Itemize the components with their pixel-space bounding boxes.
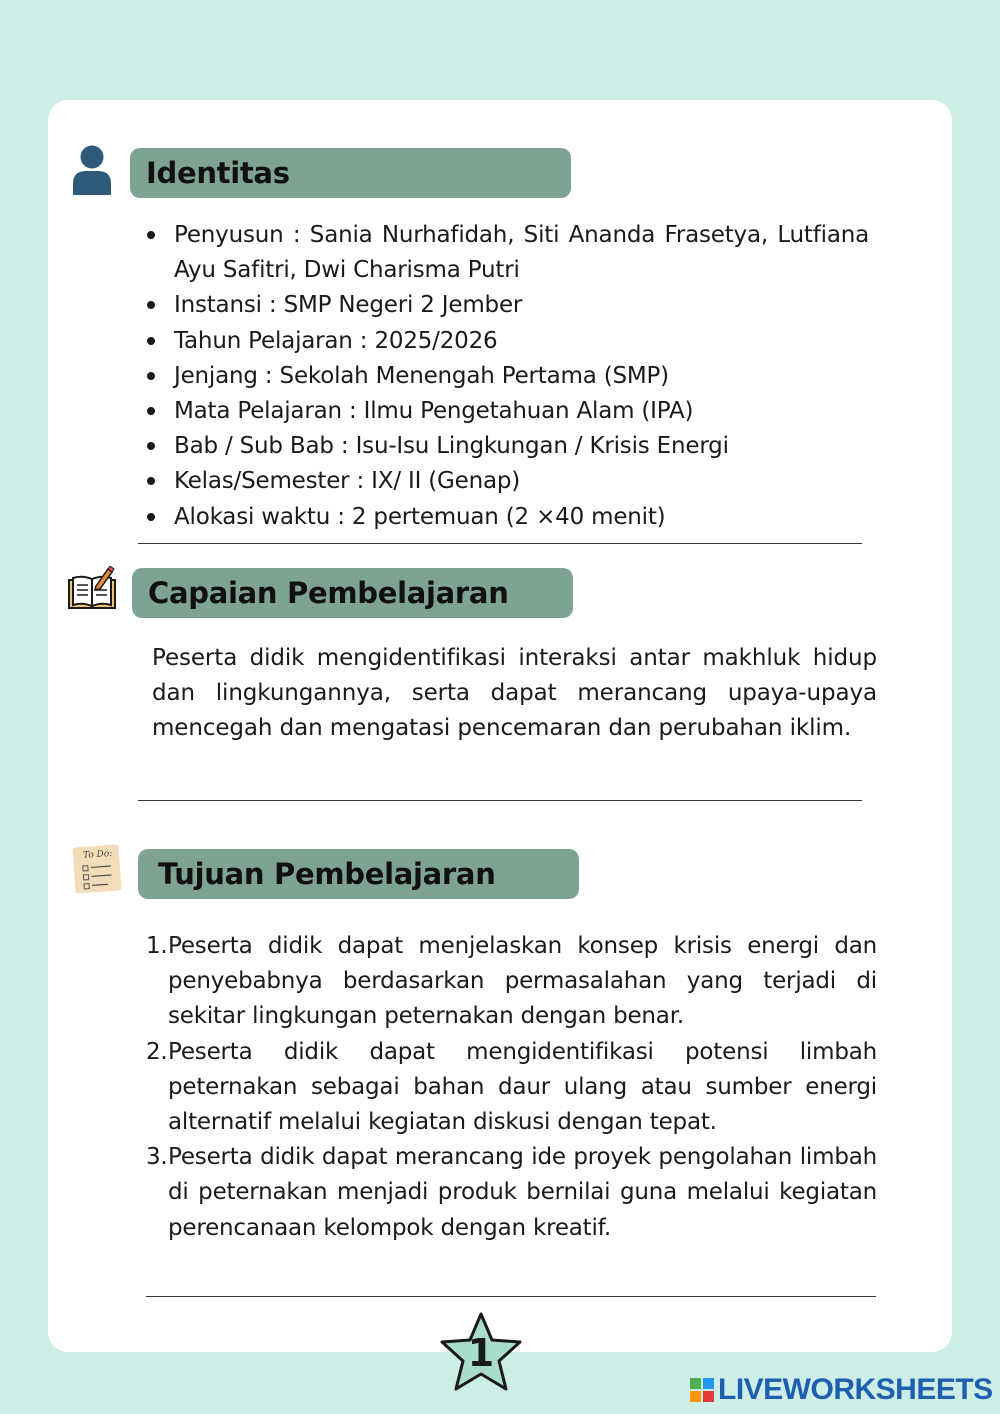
item-number: 3.: [146, 1144, 168, 1171]
list-item: [143, 1035, 877, 1141]
list-item: Penyusun : Sania Nurhafidah, Siti Ananda Frasetya, Lutfiana Ayu Safitri, Dwi Charisma Putri: [143, 218, 869, 288]
item-number: 2.: [146, 1038, 168, 1065]
item-text: Peserta didik dapat menjelaskan konsep krisis energi dan penyebabnya berdasarkan permasalahan yang terjadi di sekitar lingkungan peternakan dengan benar.: [168, 933, 877, 1030]
divider: [138, 800, 862, 801]
item-text: Peserta didik dapat mengidentifikasi potensi limbah peternakan sebagai bahan daur ulang atau sumber energi alternatif melalui kegiatan diskusi dengan tepat.: [168, 1038, 877, 1136]
todo-note-icon: [72, 844, 121, 893]
list-item: Jenjang : Sekolah Menengah Pertama (SMP): [143, 359, 869, 394]
list-item: Mata Pelajaran : Ilmu Pengetahuan Alam (IPA): [143, 394, 869, 429]
list-item: [143, 929, 877, 1035]
list-item: Alokasi waktu : 2 pertemuan (2 ×40 menit): [143, 500, 869, 535]
liveworksheets-mark-icon: [690, 1378, 714, 1402]
identitas-list: [143, 218, 869, 535]
divider: [138, 543, 862, 544]
book-pencil-icon: [66, 566, 118, 612]
capaian-header: Capaian Pembelajaran: [132, 568, 573, 618]
capaian-text: Peserta didik mengidentifikasi interaksi antar makhluk hidup dan lingkungannya, serta dapat merancang upaya-upaya mencegah dan mengatasi pencemaran dan perubahan iklim.: [152, 645, 877, 742]
tujuan-list: [143, 929, 877, 1246]
brand-name: LIVEWORKSHEETS: [718, 1373, 993, 1406]
item-text: Peserta didik dapat merancang ide proyek pengolahan limbah di peternakan menjadi produk bernilai guna melalui kegiatan perencanaan kelompok dengan kreatif.: [168, 1144, 877, 1241]
identitas-header: Identitas: [130, 148, 571, 198]
divider: [146, 1296, 876, 1297]
list-item: Instansi : SMP Negeri 2 Jember: [143, 288, 869, 323]
list-item: Bab / Sub Bab : Isu-Isu Lingkungan / Krisis Energi: [143, 429, 869, 464]
person-icon: [72, 144, 112, 195]
page-number: 1: [467, 1331, 495, 1375]
tujuan-header: Tujuan Pembelajaran: [138, 849, 579, 899]
list-item: [143, 1140, 877, 1246]
item-number: 1.: [146, 933, 168, 959]
list-item: Kelas/Semester : IX/ II (Genap): [143, 464, 869, 499]
todo-label: To Do:: [82, 848, 113, 861]
liveworksheets-logo[interactable]: [690, 1372, 993, 1408]
list-item: Tahun Pelajaran : 2025/2026: [143, 324, 869, 359]
